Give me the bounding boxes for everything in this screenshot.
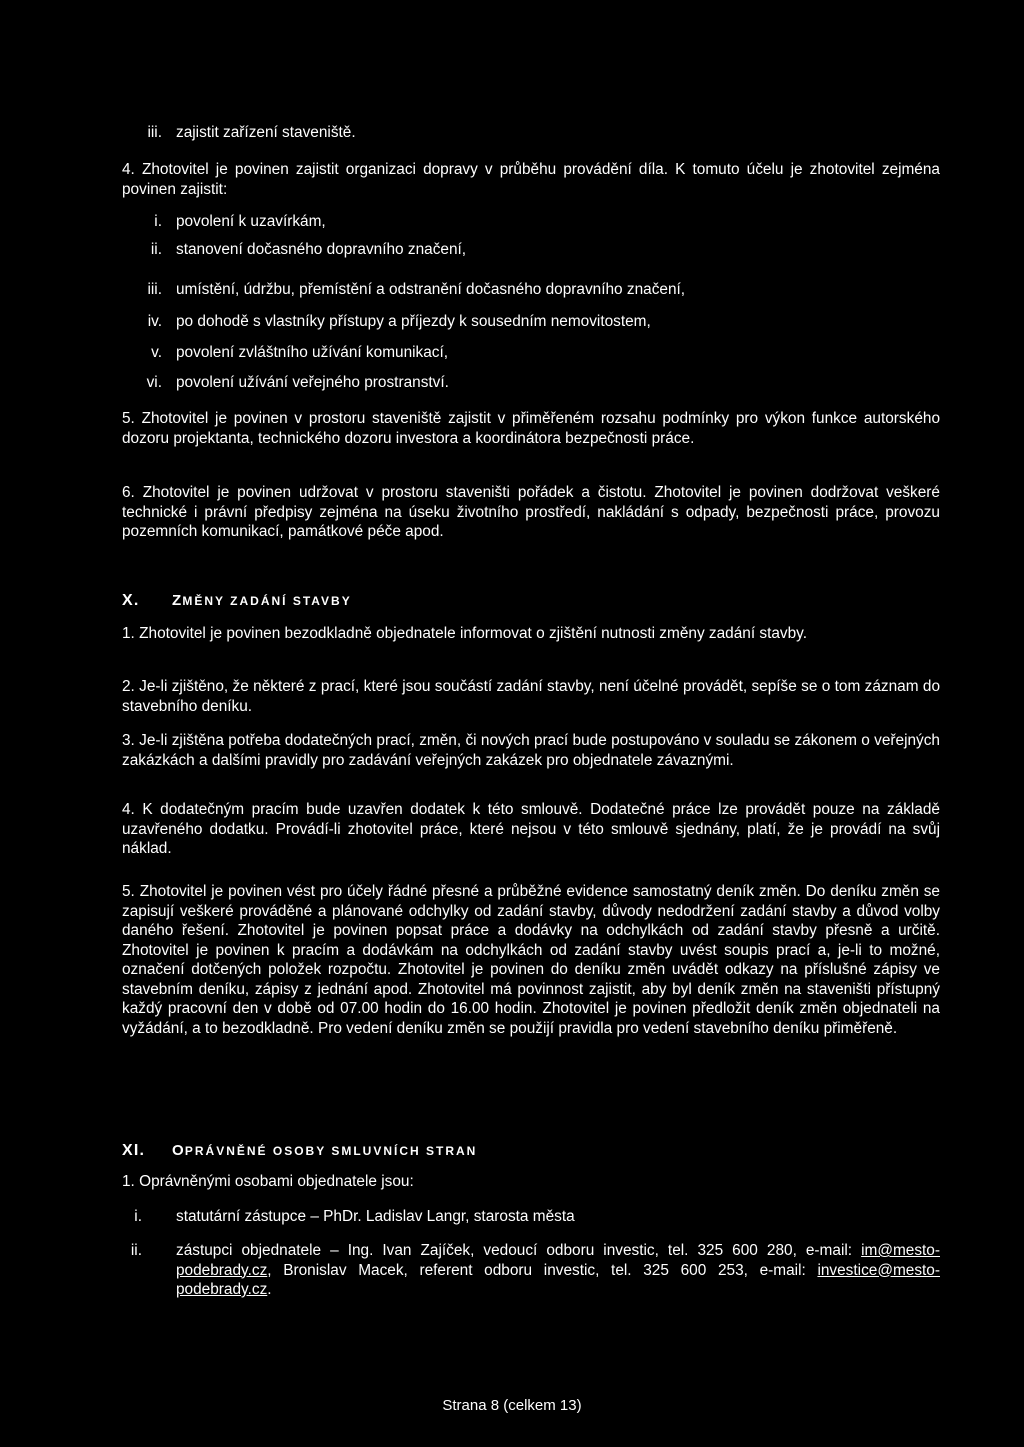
list-item-text: povolení zvláštního užívání komunikací, [176, 344, 449, 361]
list-item-text: statutární zástupce – PhDr. Ladislav Langr, starosta města [176, 1208, 575, 1225]
list-item-text: umístění, údržbu, přemístění a odstranění dočasného dopravního značení, [176, 281, 686, 298]
contact-text: . [267, 1281, 272, 1298]
contact-text: , Bronislav Macek, referent odboru investic, tel. 325 600 253, e-mail: [267, 1261, 818, 1279]
list-item-number: vi. [146, 374, 162, 391]
list-item-text: povolení užívání veřejného prostranství. [176, 374, 449, 391]
paragraph-ix-6: 6. Zhotovitel je povinen udržovat v prostoru staveništi pořádek a čistotu. Zhotovitel je povinen dodržovat veškeré technické i právní předpisy zejména na úseku životního prostředí, nakládání s odpady, bezpečnosti práce, provozu pozemních komunikací, památkové péče apod. [122, 484, 940, 540]
page-number-footer: Strana 8 (celkem 13) [442, 1397, 582, 1414]
list-item [122, 343, 940, 363]
list-item [122, 212, 940, 232]
paragraph-x-2: 2. Je-li zjištěno, že některé z prací, které jsou součástí zadání stavby, není účelné provádět, sepíše se o tom záznam do stavebního deníku. [122, 678, 940, 715]
section-numeral: X. [122, 592, 140, 609]
section-title-rest: MĚNY ZADÁNÍ STAVBY [182, 594, 352, 608]
list-item [122, 1241, 940, 1300]
list-item-number: v. [151, 344, 162, 361]
section-numeral: XI. [122, 1142, 146, 1159]
paragraph-x-5: 5. Zhotovitel je povinen vést pro účely řádné přesné a průběžné evidence samostatný deník změn. Do deníku změn se zapisují veškeré prováděné a plánované odchylky od zadání stavby, důvody nedodržení zadání stavby a důvod volby daného řešení. Zhotovitel je povinen popsat práce a dodávky na odchylkách od zadání stavby přesně a určitě. Zhotovitel je povinen k pracím a dodávkám na odchylkách od zadání stavby uvést soupis prací a, je-li to možné, označení dotčených položek rozpočtu. Zhotovitel je povinen do deníku změn uvádět odkazy na příslušné zápisy ve stavebním deníku, zápisy z jednání apod. Zhotovitel má povinnost zajistit, aby byl deník změn na staveništi přístupný každý pracovní den v době od 07.00 hodin do 16.00 hodin. Zhotovitel je povinen předložit deník změn objednateli na vyžádání, a to bezodkladně. Pro vedení deníku změn se použijí pravidla pro vedení stavebního deníku přiměřeně. [122, 883, 940, 1037]
section-title-rest: PRÁVNĚNÉ OSOBY SMLUVNÍCH STRAN [184, 1144, 478, 1158]
email-link[interactable]: im@mesto-podebrady.cz [176, 1242, 940, 1279]
list-item-text: stanovení dočasného dopravního značení, [176, 241, 467, 258]
list-item-number: iv. [147, 313, 162, 330]
list-item-number: iii. [147, 124, 162, 141]
list-item-text: po dohodě s vlastníky přístupy a příjezdy k sousedním nemovitostem, [176, 313, 651, 330]
paragraph-x-4: 4. K dodatečným pracím bude uzavřen dodatek k této smlouvě. Dodatečné práce lze provádět pouze na základě uzavřeného dodatku. Provádí-li zhotovitel práce, které nejsou v této smlouvě sjednány, platí, že je provádí na svůj náklad. [122, 801, 940, 857]
list-item [122, 1207, 940, 1227]
list-item-number: i. [134, 1208, 142, 1225]
list-item [122, 373, 940, 393]
section-heading-xi [122, 1141, 477, 1162]
list-item-number: ii. [150, 241, 162, 258]
list-item [122, 240, 940, 260]
paragraph-ix-5: 5. Zhotovitel je povinen v prostoru staveniště zajistit v přiměřeném rozsahu podmínky pro výkon funkce autorského dozoru projektanta, technického dozoru investora a koordinátora bezpečnosti práce. [122, 410, 940, 447]
list-item-number: i. [154, 213, 162, 230]
list-item-number: iii. [147, 281, 162, 298]
list-item [122, 312, 940, 332]
list-item [122, 123, 940, 143]
list-item-text [176, 1241, 940, 1300]
paragraph-x-3: 3. Je-li zjištěna potřeba dodatečných prací, změn, či nových prací bude postupováno v souladu se zákonem o veřejných zakázkách a dalšími pravidly pro zadávání veřejných zakázek pro objednatele závaznými. [122, 732, 940, 769]
section-title-initial: O [172, 1142, 185, 1159]
paragraph-x-1: 1. Zhotovitel je povinen bezodkladně objednatele informovat o zjištění nutnosti změny zadání stavby. [122, 625, 808, 642]
section-heading-x [122, 591, 352, 612]
section-title-initial: Z [172, 592, 183, 609]
list-item-text: povolení k uzavírkám, [176, 213, 326, 230]
contact-text: zástupci objednatele – Ing. Ivan Zajíček, vedoucí odboru investic, tel. 325 600 280, e-mail: [176, 1242, 862, 1259]
list-item-text: zajistit zařízení staveniště. [176, 124, 356, 141]
list-item-number: ii. [130, 1242, 142, 1259]
email-link[interactable]: investice@mesto-podebrady.cz [176, 1261, 940, 1298]
list-item [122, 280, 940, 300]
paragraph-xi-1: 1. Oprávněnými osobami objednatele jsou: [122, 1173, 414, 1190]
paragraph-ix-4: 4. Zhotovitel je povinen zajistit organizaci dopravy v průběhu provádění díla. K tomuto účelu je zhotovitel zejména povinen zajistit: [122, 161, 940, 198]
